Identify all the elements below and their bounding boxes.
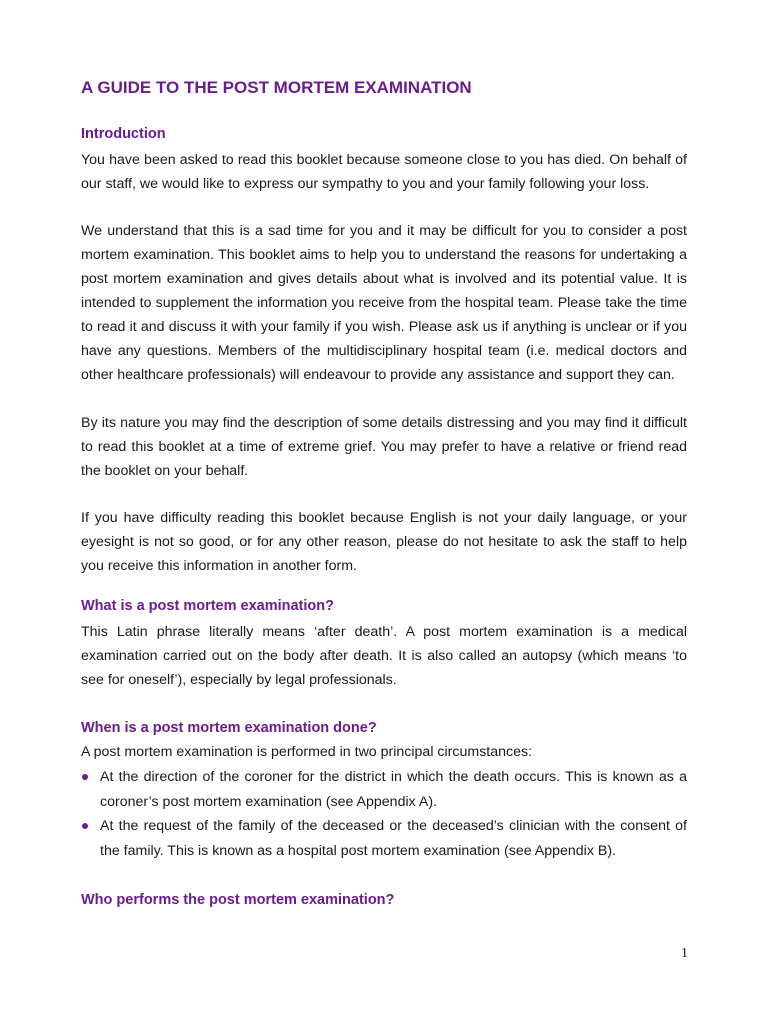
intro-paragraph-2: We understand that this is a sad time for you and it may be difficult for you to consider a post mortem examination. This booklet aims to help you to understand the reasons for undertaking a post mortem examination and gives details about what is involved and its potential value. It is intended to supplement the information you receive from the hospital team. Please take the time to read it and discuss it with your family if you wish. Please ask us if anything is unclear or if you have any questions. Members of the multidisciplinary hospital team (i.e. medical doctors and other healthcare professionals) will endeavour to provide any assistance and support they can. xyxy=(81,223,687,383)
list-item-text: At the request of the family of the deceased or the deceased’s clinician with the consent of the family. This is known as a hospital post mortem examination (see Appendix B). xyxy=(100,818,687,859)
list-item xyxy=(81,814,687,863)
circumstances-list xyxy=(81,765,687,863)
heading-when: When is a post mortem examination done? xyxy=(81,720,377,736)
heading-what-is: What is a post mortem examination? xyxy=(81,598,334,614)
bullet-icon xyxy=(82,774,88,780)
page-number: 1 xyxy=(681,946,688,961)
heading-introduction: Introduction xyxy=(81,126,166,142)
list-item xyxy=(81,765,687,814)
intro-paragraph-1: You have been asked to read this booklet because someone close to you has died. On behalf of our staff, we would like to express our sympathy to you and your family following your loss. xyxy=(81,152,687,192)
document-title: A GUIDE TO THE POST MORTEM EXAMINATION xyxy=(81,78,472,97)
bullet-icon xyxy=(82,823,88,829)
intro-paragraph-4: If you have difficulty reading this booklet because English is not your daily language, or your eyesight is not so good, or for any other reason, please do not hesitate to ask the staff to help you receive this information in another form. xyxy=(81,510,687,574)
heading-who-performs: Who performs the post mortem examination? xyxy=(81,892,395,908)
what-is-paragraph: This Latin phrase literally means ‘after death’. A post mortem examination is a medical examination carried out on the body after death. It is also called an autopsy (which means ‘to see for oneself’), especially by legal professionals. xyxy=(81,624,687,688)
intro-paragraph-3: By its nature you may find the description of some details distressing and you may find it difficult to read this booklet at a time of extreme grief. You may prefer to have a relative or friend read the booklet on your behalf. xyxy=(81,415,687,479)
list-item-text: At the direction of the coroner for the district in which the death occurs. This is known as a coroner’s post mortem examination (see Appendix A). xyxy=(100,769,687,810)
when-paragraph: A post mortem examination is performed in two principal circumstances: xyxy=(81,744,533,760)
